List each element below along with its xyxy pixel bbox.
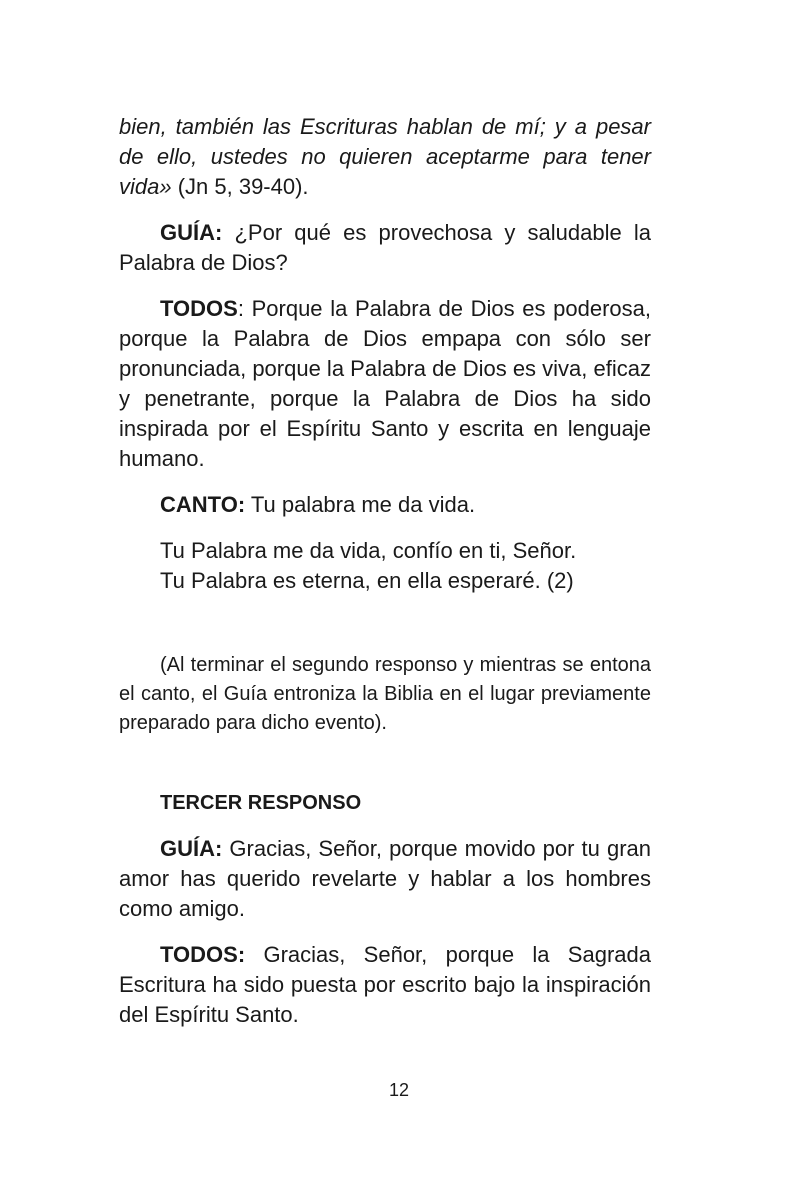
canto-paragraph: [119, 490, 651, 520]
quote-paragraph: [119, 112, 651, 202]
rubric-note: (Al terminar el segundo responso y mientras se entona el canto, el Guía entroniza la Biblia en el lugar previamente preparado para dicho evento).: [119, 654, 651, 734]
guia-label: GUÍA:: [160, 836, 223, 861]
song-line-1: Tu Palabra me da vida, confío en ti, Señor.: [160, 538, 577, 563]
todos-thanks-text: Gracias, Señor, porque la Sagrada Escritura ha sido puesta por escrito bajo la inspiración del Espíritu Santo.: [119, 942, 651, 1027]
todos-thanks-paragraph: [119, 940, 651, 1030]
guia-label: GUÍA:: [160, 220, 223, 245]
canto-label: CANTO:: [160, 492, 246, 517]
todos-response-text: : Porque la Palabra de Dios es poderosa, porque la Palabra de Dios empapa con sólo ser pronunciada, porque la Palabra de Dios es viva, eficaz y penetrante, porque la Palabra de Dios ha sido inspirada por el Espíritu Santo y escrita en lenguaje humano.: [119, 296, 651, 471]
guia-question-paragraph: [119, 218, 651, 278]
page-body: [119, 112, 651, 1030]
guia-thanks-text: Gracias, Señor, porque movido por tu gran amor has querido revelarte y hablar a los hombres como amigo.: [119, 836, 651, 921]
song-lyrics: [119, 536, 651, 596]
song-line-2: Tu Palabra es eterna, en ella esperaré. (2): [160, 568, 574, 593]
todos-label: TODOS: [160, 296, 238, 321]
quote-reference: (Jn 5, 39-40).: [171, 174, 309, 199]
todos-label: TODOS:: [160, 942, 246, 967]
canto-title: Tu palabra me da vida.: [245, 492, 476, 517]
quote-text: bien, también las Escrituras hablan de mí; y a pesar de ello, ustedes no quieren aceptarme para tener vida»: [119, 114, 651, 199]
guia-thanks-paragraph: [119, 834, 651, 924]
page-number: 12: [388, 1080, 410, 1100]
todos-response-paragraph: [119, 294, 651, 474]
guia-question-text: ¿Por qué es provechosa y saludable la Palabra de Dios?: [119, 220, 651, 275]
section-heading: TERCER RESPONSO: [160, 792, 362, 814]
